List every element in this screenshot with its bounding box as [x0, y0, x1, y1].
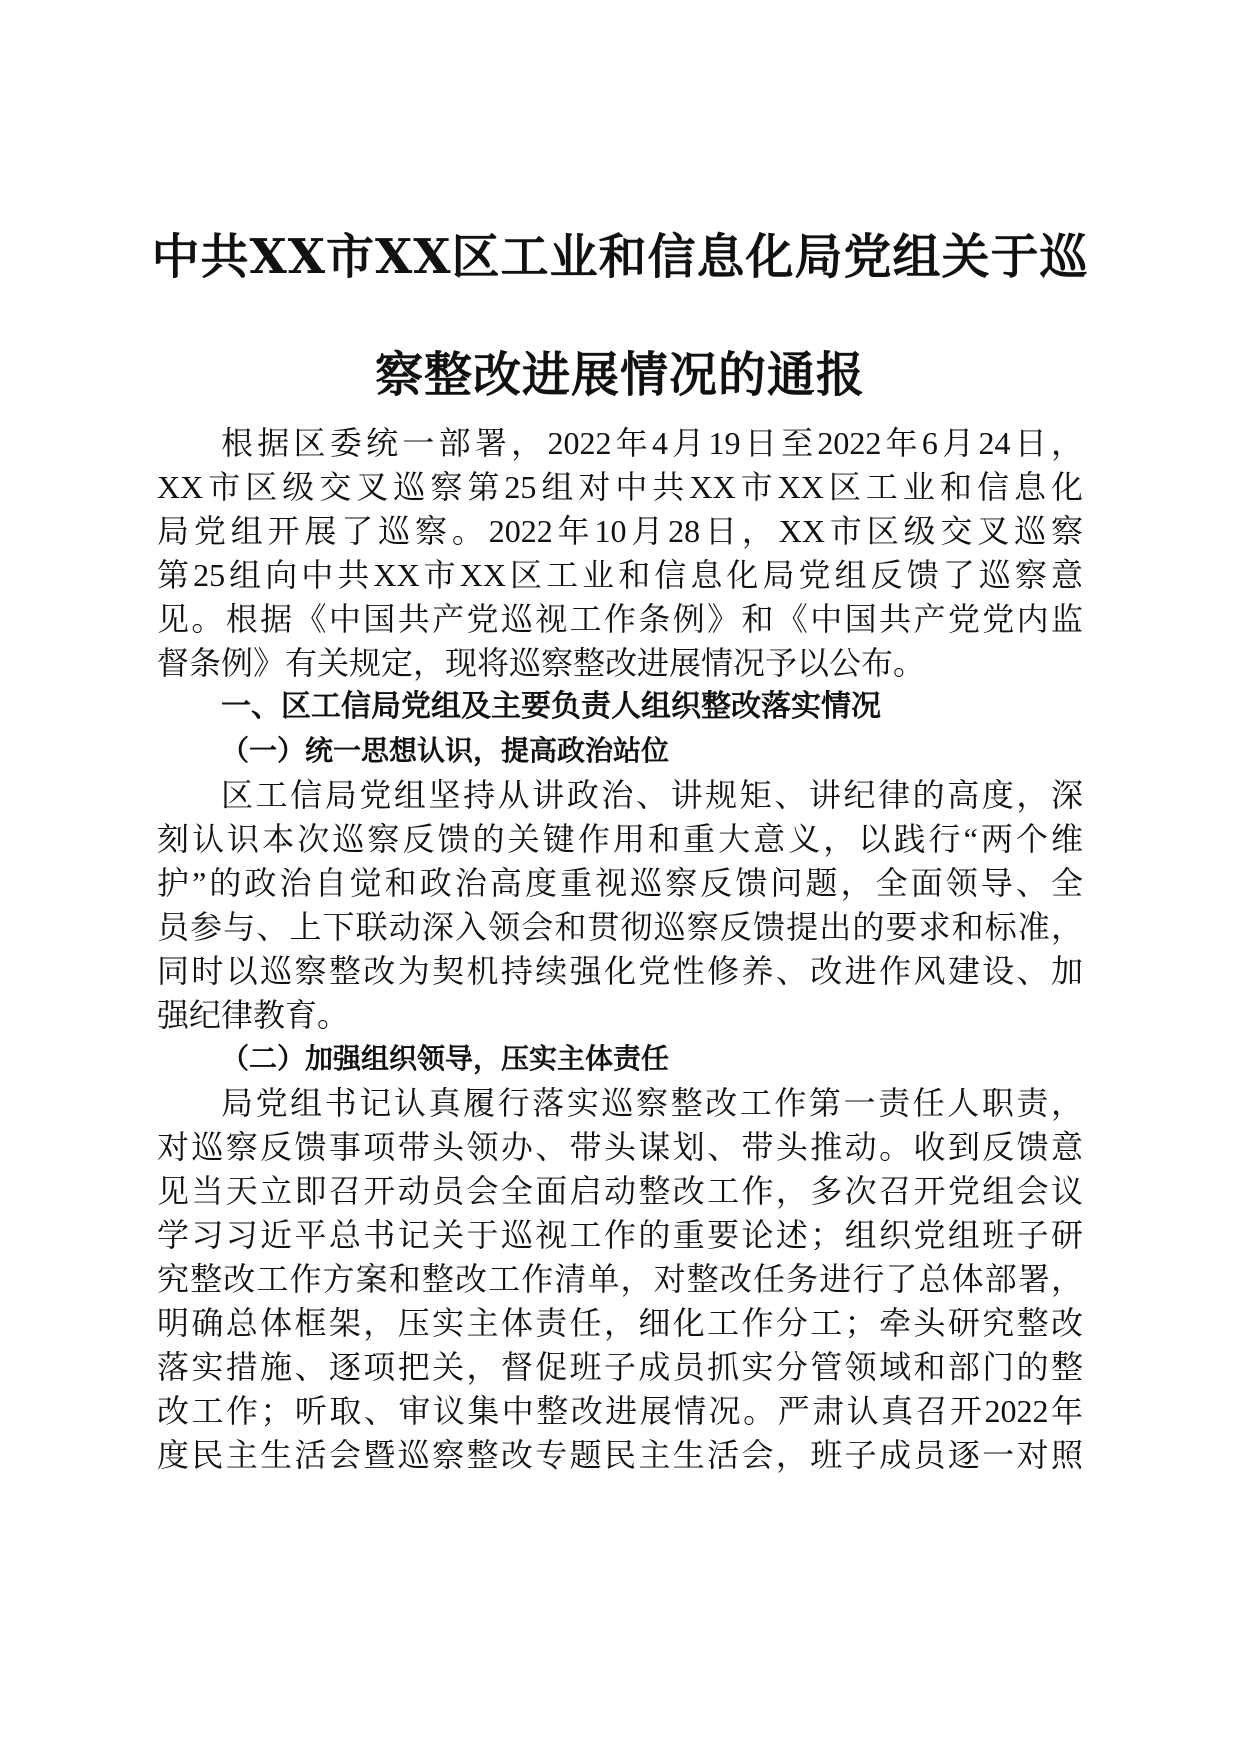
intro-line: 根据区委统一部署，2022年4月19日至2022年6月24日，	[221, 425, 1083, 461]
subsection-1-line: 护”的政治自觉和政治高度重视巡察反馈问题，全面领导、全	[157, 865, 1083, 901]
subsection-2-line: 改工作；听取、审议集中整改进展情况。严肃认真召开2022年	[157, 1393, 1083, 1429]
subsection-2-heading: （二）加强组织领导，压实主体责任	[221, 1042, 670, 1075]
subsection-2-line: 见当天立即召开动员会全面启动整改工作，多次召开党组会议	[157, 1173, 1083, 1209]
intro-line: 见。根据《中国共产党巡视工作条例》和《中国共产党党内监	[157, 601, 1083, 637]
subsection-1-heading: （一）统一思想认识，提高政治站位	[221, 734, 670, 767]
subsection-2-line: 对巡察反馈事项带头领办、带头谋划、带头推动。收到反馈意	[157, 1129, 1083, 1165]
intro-line: XX市区级交叉巡察第25组对中共XX市XX区工业和信息化	[157, 469, 1083, 505]
subsection-2-line: 明确总体框架，压实主体责任，细化工作分工；牵头研究整改	[157, 1305, 1083, 1341]
intro-line: 第25组向中共XX市XX区工业和信息化局党组反馈了巡察意	[157, 557, 1083, 593]
subsection-1-line: 区工信局党组坚持从讲政治、讲规矩、讲纪律的高度，深	[221, 777, 1083, 813]
document-title-line-1: 中共XX市XX区工业和信息化局党组关于巡	[151, 229, 1089, 285]
subsection-1-line: 同时以巡察整改为契机持续强化党性修养、改进作风建设、加	[157, 953, 1083, 989]
section-1-heading: 一、区工信局党组及主要负责人组织整改落实情况	[221, 689, 881, 724]
subsection-2-line: 度民主生活会暨巡察整改专题民主生活会，班子成员逐一对照	[157, 1437, 1083, 1473]
subsection-2-line: 落实措施、逐项把关，督促班子成员抓实分管领域和部门的整	[157, 1349, 1083, 1385]
subsection-1-line: 刻认识本次巡察反馈的关键作用和重大意义，以践行“两个维	[157, 821, 1083, 857]
subsection-1-line: 强纪律教育。	[157, 997, 350, 1033]
intro-line: 局党组开展了巡察。2022年10月28日，XX市区级交叉巡察	[157, 513, 1083, 549]
subsection-2-line: 究整改工作方案和整改工作清单，对整改任务进行了总体部署，	[157, 1261, 1083, 1297]
subsection-2-line: 学习习近平总书记关于巡视工作的重要论述；组织党组班子研	[157, 1217, 1083, 1253]
subsection-2-line: 局党组书记认真履行落实巡察整改工作第一责任人职责，	[221, 1085, 1083, 1121]
intro-line: 督条例》有关规定，现将巡察整改进展情况予以公布。	[157, 645, 926, 681]
document-title-line-2: 察整改进展情况的通报	[374, 347, 865, 403]
subsection-1-line: 员参与、上下联动深入领会和贯彻巡察反馈提出的要求和标准，	[157, 909, 1083, 945]
